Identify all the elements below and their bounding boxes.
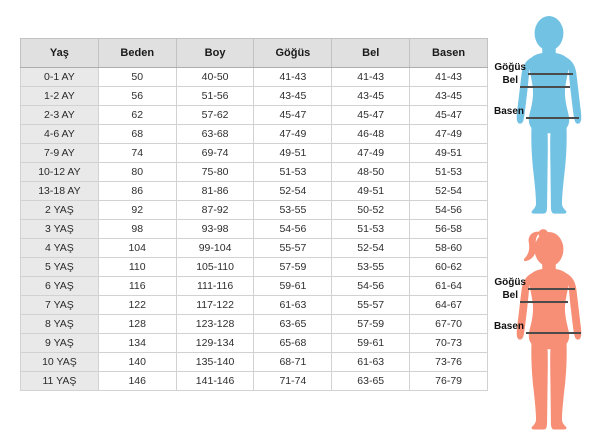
boy-silhouette (517, 16, 582, 214)
table-row (21, 277, 488, 296)
table-cell: 43-45 (332, 87, 410, 106)
table-cell: 58-60 (410, 239, 488, 258)
row-header-cell: 13-18 AY (21, 182, 99, 201)
table-cell: 93-98 (176, 220, 254, 239)
table-cell: 57-62 (176, 106, 254, 125)
row-header-cell: 9 YAŞ (21, 334, 99, 353)
table-cell: 49-51 (332, 182, 410, 201)
girl-chest-line (528, 288, 575, 290)
table-cell: 59-61 (332, 334, 410, 353)
column-header: Boy (176, 39, 254, 68)
column-header: Bel (332, 39, 410, 68)
table-cell: 50-52 (332, 201, 410, 220)
table-cell: 67-70 (410, 315, 488, 334)
table-cell: 68-71 (254, 353, 332, 372)
table-cell: 63-65 (332, 372, 410, 391)
row-header-cell: 2 YAŞ (21, 201, 99, 220)
table-cell: 53-55 (254, 201, 332, 220)
table-cell: 51-53 (410, 163, 488, 182)
table-cell: 71-74 (254, 372, 332, 391)
table-cell: 128 (98, 315, 176, 334)
table-row (21, 106, 488, 125)
table-cell: 135-140 (176, 353, 254, 372)
table-cell: 43-45 (254, 87, 332, 106)
girl-hips-line (526, 332, 581, 334)
table-row (21, 315, 488, 334)
table-row (21, 258, 488, 277)
table-cell: 52-54 (254, 182, 332, 201)
table-row (21, 372, 488, 391)
column-header: Basen (410, 39, 488, 68)
row-header-cell: 3 YAŞ (21, 220, 99, 239)
table-cell: 123-128 (176, 315, 254, 334)
column-header: Beden (98, 39, 176, 68)
boy-hips-line (526, 117, 579, 119)
table-cell: 40-50 (176, 68, 254, 87)
row-header-cell: 8 YAŞ (21, 315, 99, 334)
table-cell: 75-80 (176, 163, 254, 182)
column-header: Yaş (21, 39, 99, 68)
table-cell: 61-63 (332, 353, 410, 372)
table-cell: 55-57 (254, 239, 332, 258)
row-header-cell: 1-2 AY (21, 87, 99, 106)
table-cell: 64-67 (410, 296, 488, 315)
table-cell: 81-86 (176, 182, 254, 201)
table-row (21, 163, 488, 182)
boy-waist-label: Bel (502, 75, 518, 86)
table-row (21, 68, 488, 87)
table-cell: 63-68 (176, 125, 254, 144)
table-row (21, 144, 488, 163)
table-cell: 117-122 (176, 296, 254, 315)
table-row (21, 87, 488, 106)
size-table (20, 38, 488, 391)
table-cell: 48-50 (332, 163, 410, 182)
table-cell: 47-49 (410, 125, 488, 144)
girl-silhouette (517, 229, 582, 429)
table-cell: 70-73 (410, 334, 488, 353)
table-cell: 41-43 (410, 68, 488, 87)
table-row (21, 182, 488, 201)
row-header-cell: 7-9 AY (21, 144, 99, 163)
table-cell: 62 (98, 106, 176, 125)
table-cell: 49-51 (254, 144, 332, 163)
table-cell: 92 (98, 201, 176, 220)
table-cell: 47-49 (254, 125, 332, 144)
table-row (21, 239, 488, 258)
table-cell: 122 (98, 296, 176, 315)
boy-chest-line (528, 73, 573, 75)
row-header-cell: 6 YAŞ (21, 277, 99, 296)
table-cell: 54-56 (410, 201, 488, 220)
table-cell: 73-76 (410, 353, 488, 372)
table-cell: 146 (98, 372, 176, 391)
table-cell: 45-47 (410, 106, 488, 125)
row-header-cell: 4-6 AY (21, 125, 99, 144)
boy-waist-line (520, 86, 570, 88)
table-cell: 61-64 (410, 277, 488, 296)
table-cell: 55-57 (332, 296, 410, 315)
table-cell: 54-56 (254, 220, 332, 239)
table-cell: 87-92 (176, 201, 254, 220)
table-cell: 53-55 (332, 258, 410, 277)
table-cell: 105-110 (176, 258, 254, 277)
table-cell: 57-59 (332, 315, 410, 334)
girl-hips-label: Basen (493, 321, 524, 332)
table-cell: 86 (98, 182, 176, 201)
table-cell: 110 (98, 258, 176, 277)
table-cell: 49-51 (410, 144, 488, 163)
table-cell: 69-74 (176, 144, 254, 163)
table-row (21, 201, 488, 220)
table-cell: 141-146 (176, 372, 254, 391)
table-row (21, 334, 488, 353)
table-cell: 43-45 (410, 87, 488, 106)
table-cell: 60-62 (410, 258, 488, 277)
table-cell: 46-48 (332, 125, 410, 144)
table-cell: 134 (98, 334, 176, 353)
table-row (21, 125, 488, 144)
girl-waist-label: Bel (502, 290, 518, 301)
boy-chest-label: Göğüs (494, 62, 526, 73)
row-header-cell: 10-12 AY (21, 163, 99, 182)
row-header-cell: 10 YAŞ (21, 353, 99, 372)
table-row (21, 220, 488, 239)
table-cell: 52-54 (410, 182, 488, 201)
girl-waist-line (520, 301, 568, 303)
row-header-cell: 11 YAŞ (21, 372, 99, 391)
table-cell: 104 (98, 239, 176, 258)
table-cell: 80 (98, 163, 176, 182)
table-cell: 51-53 (254, 163, 332, 182)
table-cell: 41-43 (332, 68, 410, 87)
table-cell: 68 (98, 125, 176, 144)
row-header-cell: 5 YAŞ (21, 258, 99, 277)
table-cell: 59-61 (254, 277, 332, 296)
table-cell: 41-43 (254, 68, 332, 87)
table-cell: 52-54 (332, 239, 410, 258)
table-cell: 61-63 (254, 296, 332, 315)
table-cell: 50 (98, 68, 176, 87)
table-cell: 76-79 (410, 372, 488, 391)
table-cell: 56 (98, 87, 176, 106)
table-row (21, 296, 488, 315)
column-header: Göğüs (254, 39, 332, 68)
table-cell: 99-104 (176, 239, 254, 258)
table-cell: 56-58 (410, 220, 488, 239)
table-cell: 129-134 (176, 334, 254, 353)
table-cell: 140 (98, 353, 176, 372)
row-header-cell: 4 YAŞ (21, 239, 99, 258)
table-row (21, 353, 488, 372)
row-header-cell: 0-1 AY (21, 68, 99, 87)
table-cell: 45-47 (332, 106, 410, 125)
table-header-row (21, 39, 488, 68)
table-cell: 116 (98, 277, 176, 296)
table-cell: 45-47 (254, 106, 332, 125)
table-cell: 63-65 (254, 315, 332, 334)
table-cell: 54-56 (332, 277, 410, 296)
table-cell: 111-116 (176, 277, 254, 296)
girl-chest-label: Göğüs (494, 277, 526, 288)
table-cell: 65-68 (254, 334, 332, 353)
table-cell: 74 (98, 144, 176, 163)
row-header-cell: 7 YAŞ (21, 296, 99, 315)
table-cell: 51-56 (176, 87, 254, 106)
table-cell: 98 (98, 220, 176, 239)
table-cell: 57-59 (254, 258, 332, 277)
row-header-cell: 2-3 AY (21, 106, 99, 125)
boy-hips-label: Basen (493, 106, 524, 117)
table-cell: 47-49 (332, 144, 410, 163)
table-cell: 51-53 (332, 220, 410, 239)
